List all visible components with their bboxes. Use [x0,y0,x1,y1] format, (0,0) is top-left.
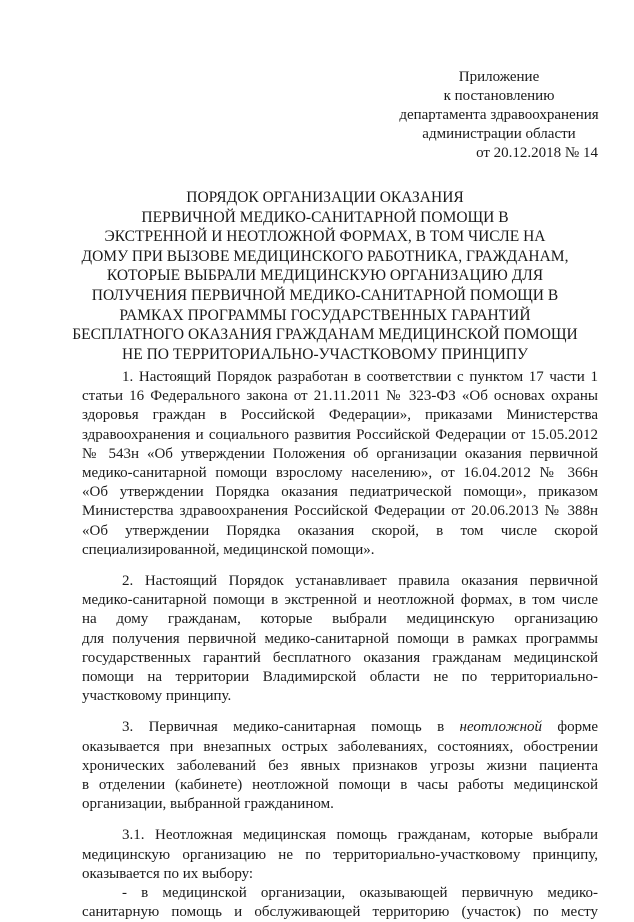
title-line: ДОМУ ПРИ ВЫЗОВЕ МЕДИЦИНСКОГО РАБОТНИКА, ГРАЖДАНАМ, [81,247,569,265]
text-line: медико-санитарной помощи взрослому населению», от 16.04.2012 № 366н [82,465,598,482]
text-line: специализированной, медицинской помощи». [82,541,375,558]
paragraph-2 [82,572,598,706]
text-line: организации, выбранной гражданином. [82,796,334,813]
appendix-line: Приложение [458,69,540,85]
text-line: «Об утверждении Порядка оказания педиатрической помощи», приказом [82,484,598,501]
text-line: № 543н «Об утверждении Положения об организации оказания первичной [82,445,598,462]
paragraph-3-1 [82,826,598,884]
appendix-line: администрации области [422,126,576,142]
title-line: ПОРЯДОК ОРГАНИЗАЦИИ ОКАЗАНИЯ [186,189,464,206]
text-line: здравоохранения и социального развития Российской Федерации от 15.05.2012 [82,426,598,443]
text-line: 1. Настоящий Порядок разработан в соответствии с пунктом 17 части 1 [122,369,598,385]
appendix-date-line: от 20.12.2018 № 14 [476,145,598,161]
text-line: Министерства здравоохранения Российской Федерации от 20.06.2013 № 388н [82,503,598,520]
text-fragment: 3. Первичная медико-санитарная помощь в [122,719,445,736]
text-line: для получения первичной медико-санитарной помощи в рамках программы [82,630,598,647]
text-line: «Об утверждении Порядка оказания скорой, в том числе скорой [82,522,598,539]
title-line: БЕСПЛАТНОГО ОКАЗАНИЯ ГРАЖДАНАМ МЕДИЦИНСКОЙ ПОМОЩИ [72,326,578,344]
appendix-line: к постановлению [443,88,555,104]
text-line: санитарную помощь и обслуживающей территорию (участок) по месту [82,904,598,921]
text-line: 3.1. Неотложная медицинская помощь гражданам, которые выбрали [122,827,598,844]
paragraph-3 [82,718,598,814]
italic-term: неотложной [459,719,543,736]
text-line: государственных гарантий бесплатного оказания гражданам медицинской [82,649,598,666]
text-line: участковому принципу. [82,688,232,705]
text-line [82,718,598,737]
paragraph-3-1-item [82,884,598,922]
text-line: статьи 16 Федерального закона от 21.11.2011 № 323-ФЗ «Об основах охраны [82,388,598,405]
text-line: медико-санитарной помощи в экстренной и неотложной формах, в том числе [82,592,598,609]
document-body [82,368,598,922]
title-line: КОТОРЫЕ ВЫБРАЛИ МЕДИЦИНСКУЮ ОРГАНИЗАЦИЮ ДЛЯ [106,267,544,285]
text-line: - в медицинской организации, оказывающей первичную медико- [122,885,598,902]
text-line: 2. Настоящий Порядок устанавливает правила оказания первичной [122,573,598,590]
text-line: здоровья граждан в Российской Федерации», приказами Министерства [82,407,598,424]
appendix-header [384,68,614,163]
title-line: ПЕРВИЧНОЙ МЕДИКО-САНИТАРНОЙ ПОМОЩИ В [141,208,509,226]
text-line: хронических заболеваний без явных признаков угрозы жизни пациента [82,757,598,774]
title-line: РАМКАХ ПРОГРАММЫ ГОСУДАРСТВЕННЫХ ГАРАНТИЙ [119,306,531,324]
paragraph-1 [82,368,598,560]
text-line: оказывается по их выбору: [82,865,254,882]
text-line: в отделении (кабинете) неотложной помощи в часы работы медицинской [82,777,598,794]
text-line: медицинскую организацию не по территориально-участковому принципу, [82,846,598,863]
document-title [60,188,590,364]
appendix-line: департамента здравоохранения [399,107,599,123]
text-fragment: форме [557,719,598,736]
title-line: НЕ ПО ТЕРРИТОРИАЛЬНО-УЧАСТКОВОМУ ПРИНЦИПУ [122,345,528,363]
title-line: ПОЛУЧЕНИЯ ПЕРВИЧНОЙ МЕДИКО-САНИТАРНОЙ ПОМОЩИ В [91,286,559,304]
text-line: помощи на территории Владимирской области не по территориально- [82,669,598,686]
text-line: оказывается при внезапных острых заболеваниях, состояниях, обострении [82,738,598,755]
text-line: на дому гражданам, которые выбрали медицинскую организацию [82,611,598,628]
title-line: ЭКСТРЕННОЙ И НЕОТЛОЖНОЙ ФОРМАХ, В ТОМ ЧИСЛЕ НА [104,228,546,246]
